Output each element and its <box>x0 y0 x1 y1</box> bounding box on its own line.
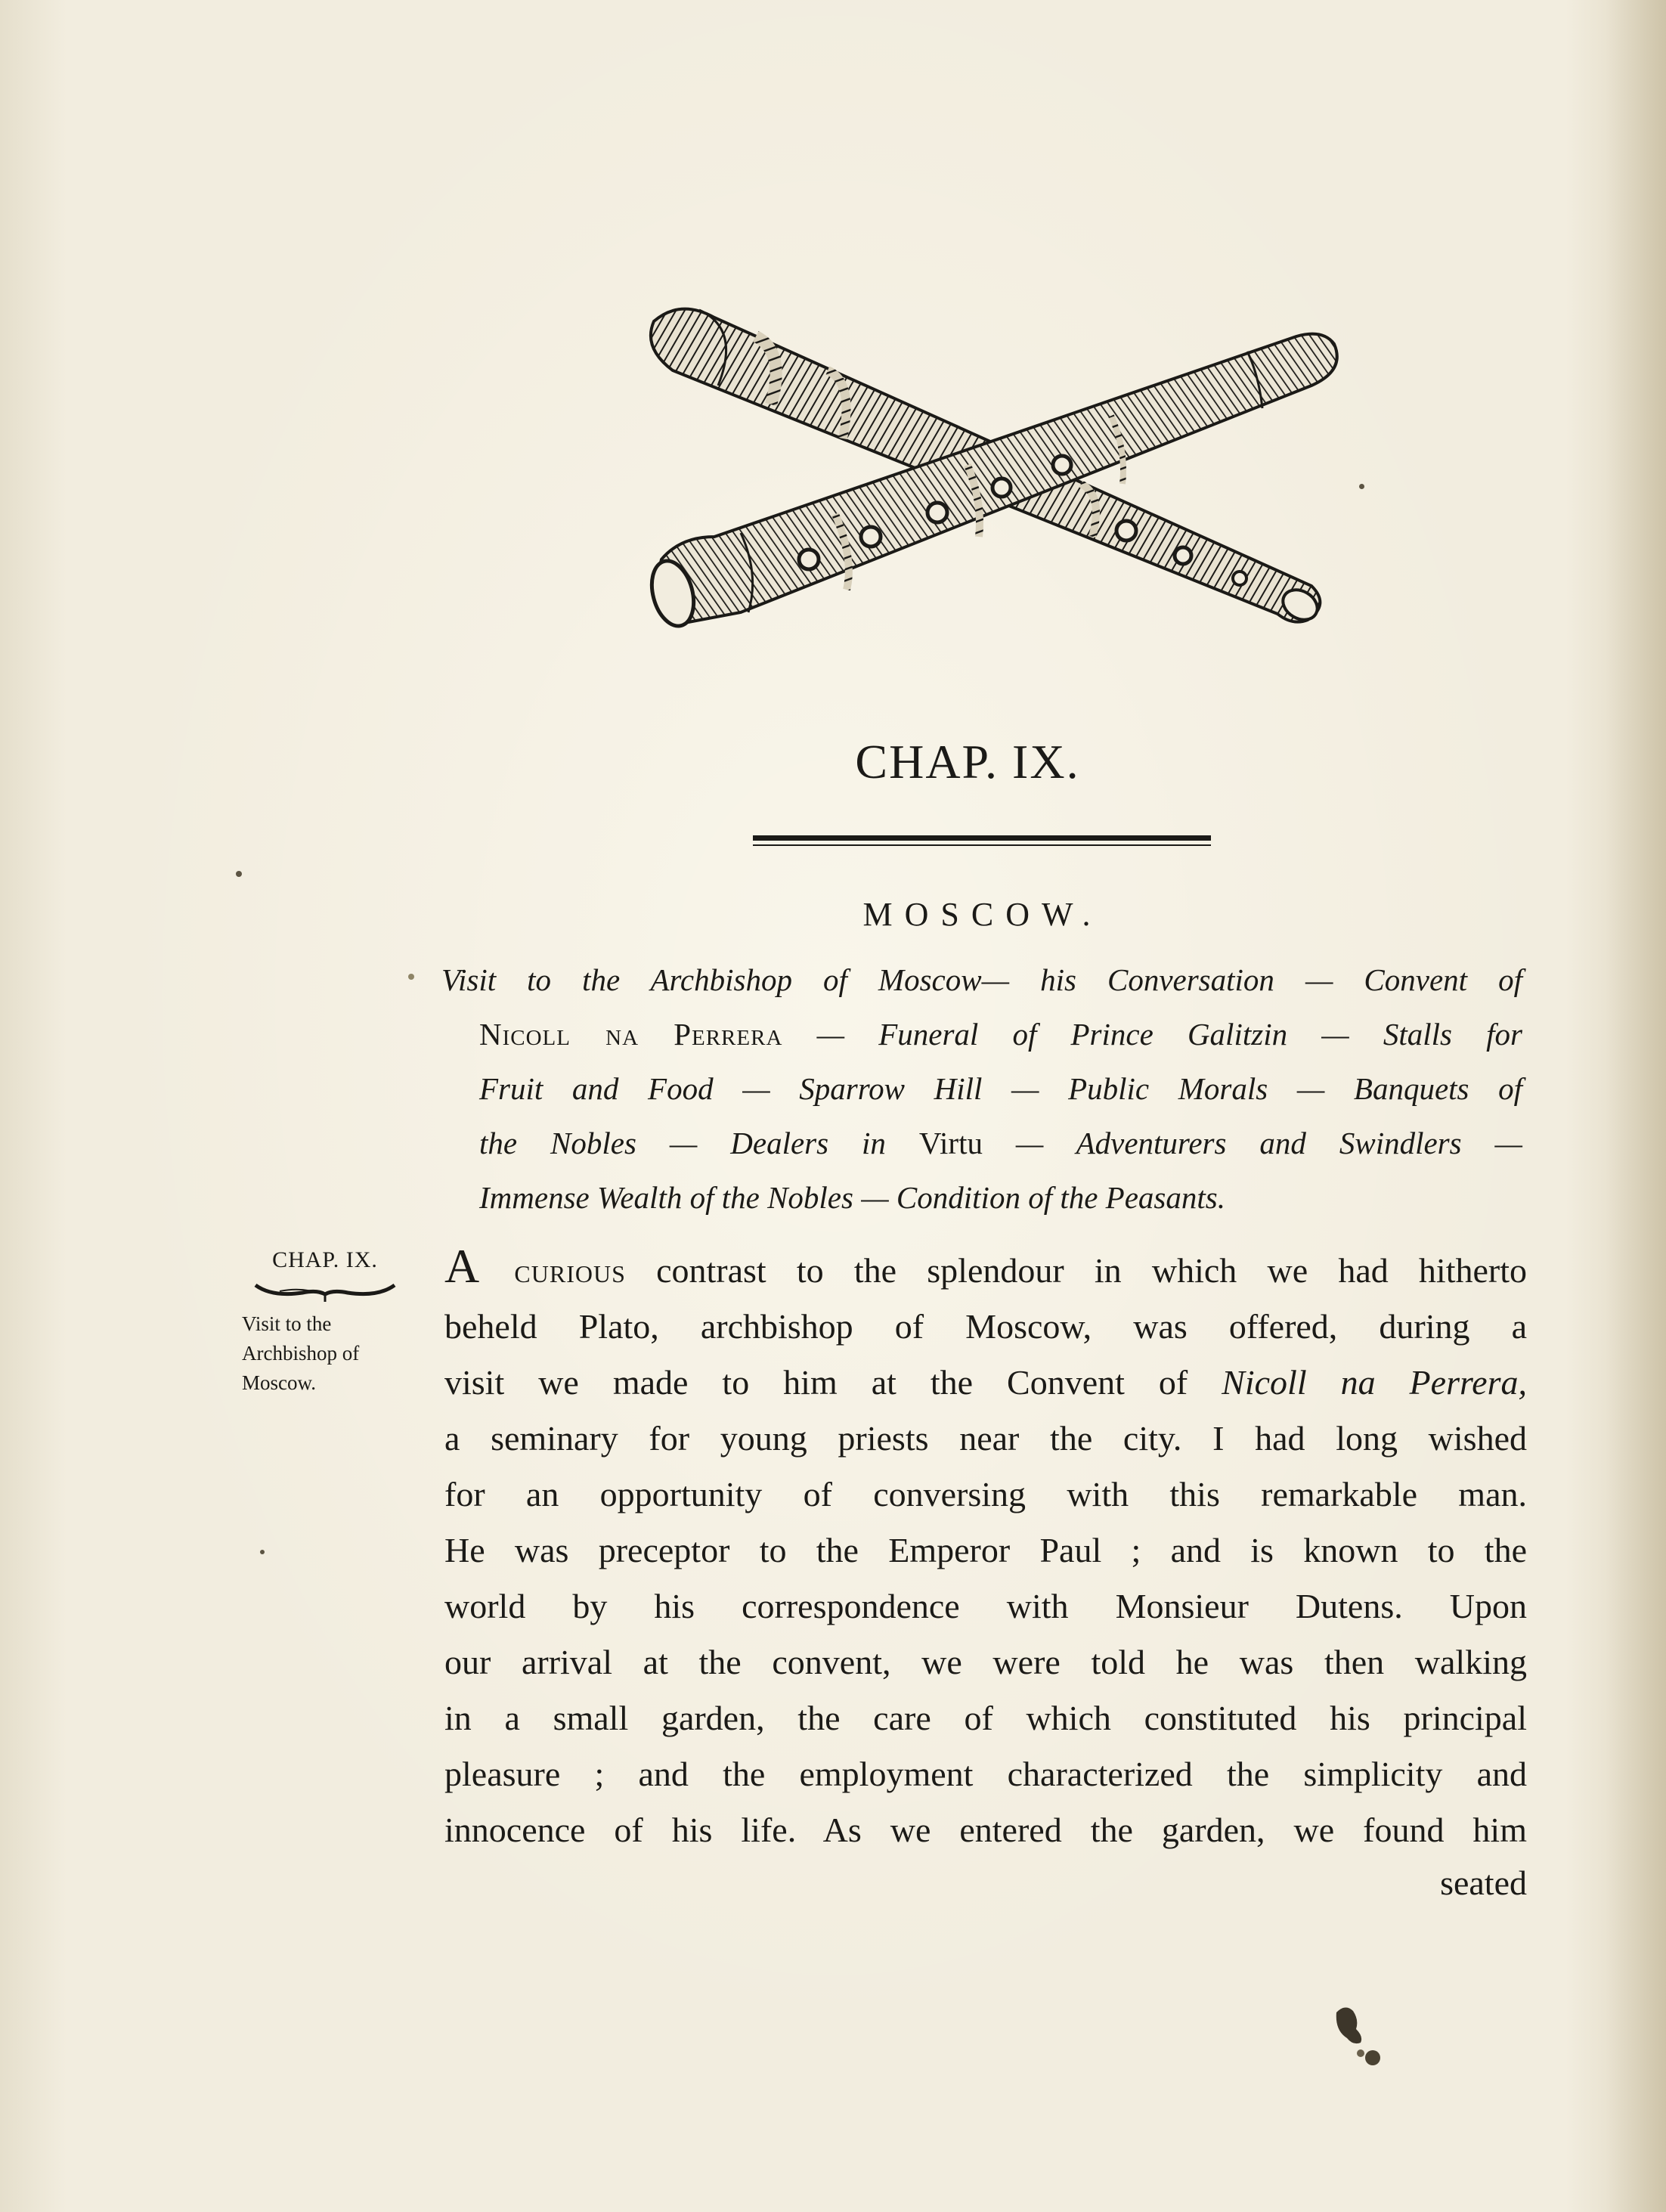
thin-rule <box>753 844 1211 846</box>
synopsis-text: — Adventurers and Swindlers — <box>982 1126 1522 1160</box>
synopsis-line-3: Fruit and Food — Sparrow Hill — Public Morals — Banquets of <box>479 1071 1522 1106</box>
margin-line: Archbishop of <box>242 1342 360 1365</box>
body-line-9: in a small garden, the care of which constituted his principal <box>444 1699 1527 1737</box>
synopsis-line-5: Immense Wealth of the Nobles — Condition of the Peasants. <box>479 1180 1225 1215</box>
margin-summary <box>242 1309 408 1398</box>
body-line-11: innocence of his life. As we entered the garden, we found him <box>444 1811 1527 1849</box>
synopsis-line-2 <box>441 1007 1522 1061</box>
synopsis-text: his Conversation <box>1009 962 1274 997</box>
body-line-1 <box>444 1239 1528 1299</box>
double-rule-divider <box>753 835 1211 849</box>
crossed-pipes-engraving <box>627 287 1345 665</box>
page-edge-shadow <box>1606 0 1666 2212</box>
ink-blot <box>1330 2003 1391 2071</box>
paper-speck <box>236 871 242 877</box>
body-line-10: pleasure ; and the employment characterized the simplicity and <box>444 1755 1527 1793</box>
catchword: seated <box>1440 1863 1527 1902</box>
body-line-8: our arrival at the convent, we were told he was then walking <box>444 1643 1527 1681</box>
margin-line: Visit to the <box>242 1312 332 1335</box>
synopsis-line-4 <box>441 1116 1522 1170</box>
flourish-ornament <box>249 1278 401 1305</box>
body-line-7: world by his correspondence with Monsieur Dutens. Upon <box>444 1587 1527 1625</box>
synopsis-text: — Funeral of Prince Galitzin — Stalls for <box>816 1017 1522 1052</box>
body-line-5: for an opportunity of conversing with this remarkable man. <box>444 1475 1527 1513</box>
marginal-note <box>242 1247 408 1398</box>
body-paragraph <box>444 1239 1528 1858</box>
chapter-synopsis <box>441 953 1522 1225</box>
body-line-4: a seminary for young priests near the city. I had long wished <box>444 1419 1527 1458</box>
synopsis-text: Visit to the Archbishop of Moscow <box>441 962 982 997</box>
paper-speck <box>260 1550 265 1554</box>
margin-line: Moscow. <box>242 1371 316 1394</box>
synopsis-line-1 <box>441 953 1522 1007</box>
synopsis-dash: — <box>981 962 1010 997</box>
opening-smallcaps: curious <box>514 1251 626 1290</box>
synopsis-roman: Virtu <box>918 1126 983 1160</box>
thick-rule <box>753 835 1211 841</box>
drop-cap: A <box>444 1239 480 1293</box>
body-text-span: contrast to the splendour in which we had hitherto <box>656 1251 1528 1290</box>
paper-speck <box>1359 484 1364 489</box>
paper-speck <box>408 974 414 980</box>
body-line-3 <box>444 1355 1527 1411</box>
chapter-title: CHAP. IX. <box>855 735 1080 788</box>
synopsis-dash: — <box>1305 962 1333 997</box>
place-heading: MOSCOW. <box>862 896 1103 933</box>
synopsis-smallcaps: Nicoll na Perrera <box>479 1017 783 1052</box>
convent-name-italic: Nicoll na Perrera, <box>1222 1363 1527 1402</box>
body-line-2: beheld Plato, archbishop of Moscow, was offered, during a <box>444 1307 1527 1346</box>
body-text-span: visit we made to him at the Convent of <box>444 1363 1222 1402</box>
synopsis-text: Convent of <box>1333 962 1522 997</box>
body-line-6: He was preceptor to the Emperor Paul ; and is known to the <box>444 1531 1527 1569</box>
synopsis-text: the Nobles — Dealers in <box>479 1126 919 1160</box>
margin-chapter-label: CHAP. IX. <box>272 1247 378 1272</box>
